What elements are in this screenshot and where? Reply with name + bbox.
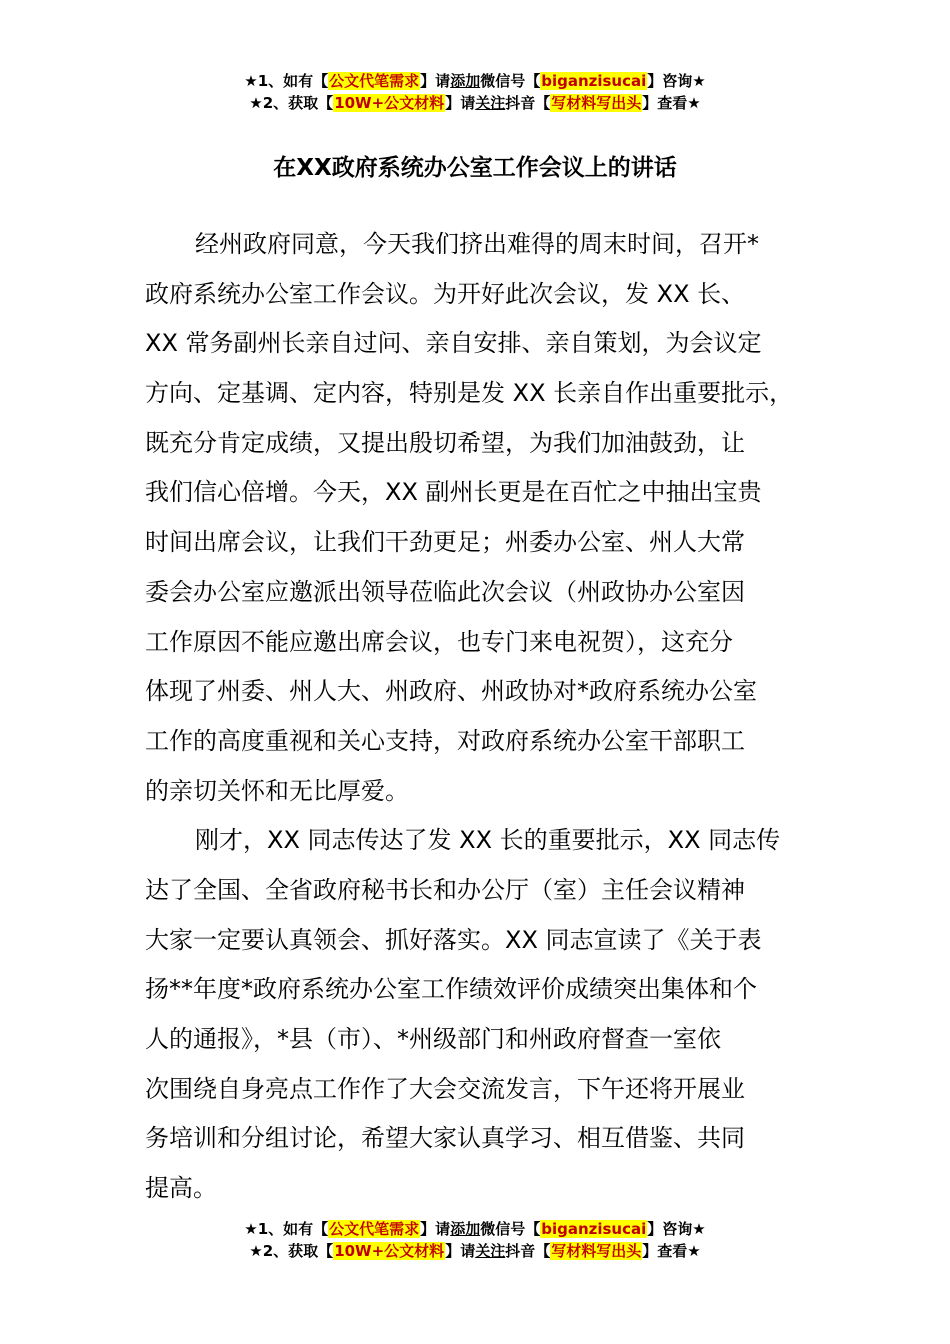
paragraph-line: 的亲切关怀和无比厚爱。	[145, 776, 409, 805]
banner-text: 微信号【	[480, 1220, 541, 1238]
banner-highlight: biganzisucai	[541, 72, 647, 90]
banner-highlight: 写材料写出头	[551, 94, 642, 112]
banner-line-2	[0, 1240, 950, 1262]
paragraph-line: XX 常务副州长亲自过问、亲自安排、亲自策划，为会议定	[145, 329, 762, 358]
banner-highlight: biganzisucai	[541, 1220, 647, 1238]
banner-highlight: 10W+公文材料	[334, 94, 445, 112]
document-body	[145, 220, 835, 1214]
banner-highlight: 10W+公文材料	[334, 1242, 445, 1260]
paragraph-line: 委会办公室应邀派出领导莅临此次会议（州政协办公室因	[145, 577, 745, 606]
paragraph-line: 既充分肯定成绩，又提出殷切希望，为我们加油鼓劲，让	[145, 428, 745, 457]
banner-text: 】查看★	[642, 94, 701, 112]
banner-highlight: 公文代笔需求	[329, 1220, 420, 1238]
paragraph-line: 扬**年度*政府系统办公室工作绩效评价成绩突出集体和个	[145, 975, 757, 1004]
paragraph-line: 大家一定要认真领会、抓好落实。XX 同志宣读了《关于表	[145, 925, 762, 954]
banner-text: ★1、如有【	[244, 72, 329, 90]
paragraph-line: 提高。	[145, 1174, 217, 1203]
banner-text: 】查看★	[642, 1242, 701, 1260]
paragraph-line: 经州政府同意，今天我们挤出难得的周末时间，召开*	[195, 230, 759, 258]
paragraph-line: 时间出席会议，让我们干劲更足；州委办公室、州人大常	[145, 528, 745, 557]
paragraph-line: 人的通报》，*县（市）、*州级部门和州政府督查一室依	[145, 1025, 721, 1053]
paragraph-line: 政府系统办公室工作会议。为开好此次会议，发 XX 长、	[145, 279, 746, 308]
banner-text: 抖音【	[505, 94, 551, 112]
paragraph-line: 达了全国、全省政府秘书长和办公厅（室）主任会议精神	[145, 875, 745, 904]
banner-text: 】请	[445, 94, 476, 112]
banner-emphasis: 添加	[450, 72, 481, 90]
banner-highlight: 写材料写出头	[551, 1242, 642, 1260]
banner-line-2	[0, 92, 950, 114]
banner-text: 】咨询★	[647, 72, 706, 90]
banner-line-1	[0, 1218, 950, 1240]
banner-text: ★2、获取【	[249, 1242, 334, 1260]
banner-text: 】请	[445, 1242, 476, 1260]
header-banner	[0, 70, 950, 114]
banner-text: 微信号【	[480, 72, 541, 90]
paragraph-line: 我们信心倍增。今天，XX 副州长更是在百忙之中抽出宝贵	[145, 478, 762, 507]
banner-text: 】请	[420, 1220, 451, 1238]
paragraph-line: 工作的高度重视和关心支持，对政府系统办公室干部职工	[145, 726, 745, 755]
banner-highlight: 公文代笔需求	[329, 72, 420, 90]
banner-text: ★1、如有【	[244, 1220, 329, 1238]
banner-text: 抖音【	[505, 1242, 551, 1260]
banner-emphasis: 关注	[475, 94, 506, 112]
banner-text: 】请	[420, 72, 451, 90]
paragraph-line: 工作原因不能应邀出席会议，也专门来电祝贺），这充分	[145, 627, 733, 656]
paragraph-line: 次围绕自身亮点工作作了大会交流发言，下午还将开展业	[145, 1074, 745, 1103]
banner-text: ★2、获取【	[249, 94, 334, 112]
paragraph-line: 方向、定基调、定内容，特别是发 XX 长亲自作出重要批示，	[145, 379, 794, 408]
document-title: 在XX政府系统办公室工作会议上的讲话	[273, 155, 677, 181]
banner-emphasis: 关注	[475, 1242, 506, 1260]
paragraph-line: 刚才，XX 同志传达了发 XX 长的重要批示，XX 同志传	[195, 826, 781, 855]
banner-text: 】咨询★	[647, 1220, 706, 1238]
paragraph-line: 务培训和分组讨论，希望大家认真学习、相互借鉴、共同	[145, 1124, 745, 1153]
banner-line-1	[0, 70, 950, 92]
paragraph-line: 体现了州委、州人大、州政府、州政协对*政府系统办公室	[145, 677, 757, 706]
banner-emphasis: 添加	[450, 1220, 481, 1238]
footer-banner	[0, 1218, 950, 1262]
